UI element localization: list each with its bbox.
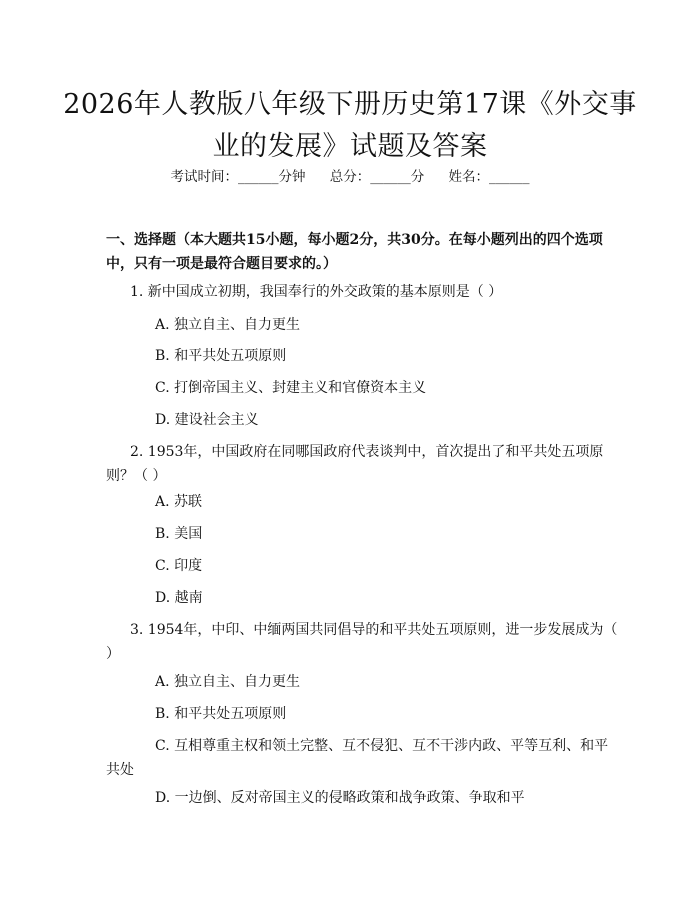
question-3-option-d: D. 一边倒、反对帝国主义的侵略政策和战争政策、争取和平: [155, 790, 525, 806]
exam-score: 总分：______分: [329, 169, 425, 185]
question-1-option-d: D. 建设社会主义: [155, 412, 259, 428]
exam-name: 姓名：______: [448, 169, 530, 185]
question-1-option-a: A. 独立自主、自力更生: [155, 317, 301, 333]
document-title: 2026年人教版八年级下册历史第17课《外交事业的发展》试题及答案: [63, 89, 637, 162]
question-1: 1. 新中国成立初期，我国奉行的外交政策的基本原则是（ ）: [130, 284, 503, 300]
section-heading: 一、选择题（本大题共15小题，每小题2分，共30分。在每小题列出的四个选项中，只有一项是最符合题目要求的。）: [106, 232, 603, 272]
question-2-option-d: D. 越南: [155, 590, 203, 606]
question-2-option-a: A. 苏联: [155, 494, 203, 510]
exam-time: 考试时间：______分钟: [170, 169, 306, 185]
question-2-option-c: C. 印度: [155, 558, 203, 574]
question-2-option-b: B. 美国: [155, 526, 203, 542]
exam-info: [0, 168, 700, 186]
question-1-option-b: B. 和平共处五项原则: [155, 348, 287, 364]
question-2: 2. 1953年，中国政府在同哪国政府代表谈判中，首次提出了和平共处五项原则？（ ）: [106, 444, 604, 484]
question-3-option-c: C. 互相尊重主权和领土完整、互不侵犯、互不干涉内政、平等互利、和平共处: [106, 738, 609, 778]
question-3: 3. 1954年，中印、中缅两国共同倡导的和平共处五项原则，进一步发展成为（ ）: [106, 622, 618, 662]
question-3-option-b: B. 和平共处五项原则: [155, 706, 287, 722]
question-3-option-a: A. 独立自主、自力更生: [155, 674, 301, 690]
question-1-option-c: C. 打倒帝国主义、封建主义和官僚资本主义: [155, 380, 427, 396]
